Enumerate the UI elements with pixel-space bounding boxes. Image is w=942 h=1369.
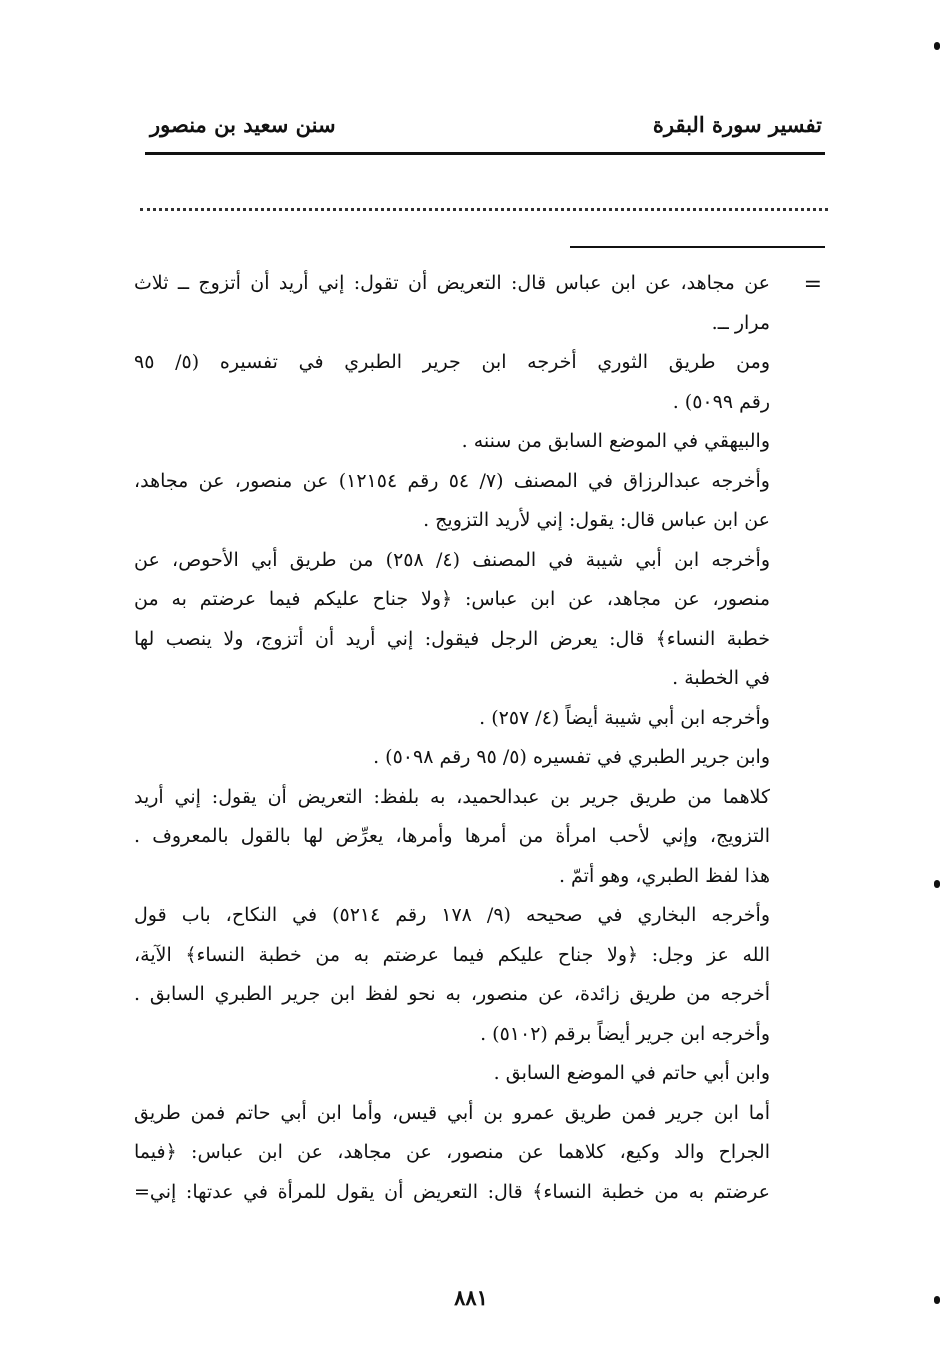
text-line: مرار ــ. [711,311,770,334]
edge-mark [934,880,940,888]
text-line: أما ابن جرير فمن طريق عمرو بن أبي قيس، وأما ابن أبي حاتم فمن طريق [134,1101,770,1124]
page-number: ٨٨١ [454,1285,488,1310]
text-line: وأخرجه ابن أبي شيبة في المصنف (٤/ ٢٥٨) من طريق أبي الأحوص، عن [134,548,770,571]
text-line: الله عز وجل: ﴿ولا جناح عليكم فيما عرضتم به من خطبة النساء﴾ الآية، [134,943,770,966]
text-line: كلاهما من طريق جرير بن عبدالحميد، به بلفظ: التعريض أن يقول: إني أريد [134,785,770,808]
text-line: هذا لفظ الطبري، وهو أتمّ . [558,864,770,887]
text-line: الجراح والد وكيع، كلاهما عن منصور، عن مجاهد، عن ابن عباس: ﴿فيما [134,1141,770,1163]
text-line: عرضتم به من خطبة النساء﴾ قال: التعريض أن يقول للمرأة في عدتها: إني= [134,1180,770,1203]
text-line: خطبة النساء﴾ قال: يعرض الرجل فيقول: إني أريد أن أتزوج، ولا ينصب لها [134,627,770,650]
text-line: في الخطبة . [672,667,770,689]
footnote-text [134,264,770,1212]
dotted-separator [140,208,828,211]
edge-mark [934,1296,940,1304]
text-line: رقم ٥٠٩٩) . [672,390,770,413]
footnote-continuation-mark: = [803,272,822,297]
edge-mark [934,42,940,50]
text-line: وأخرجه البخاري في صحيحه (٩/ ١٧٨ رقم ٥٢١٤) في النكاح، باب قول [134,904,770,926]
text-line: وأخرجه عبدالرزاق في المصنف (٧/ ٥٤ رقم ١٢١٥٤) عن منصور، عن مجاهد، [134,469,770,492]
header-rule [145,152,825,155]
running-header-book: سنن سعيد بن منصور [150,112,336,137]
running-header-chapter: تفسير سورة البقرة [652,112,822,137]
footnote-rule [570,246,825,248]
text-line: وابن جرير الطبري في تفسيره (٥/ ٩٥ رقم ٥٠٩٨) . [373,746,770,768]
text-line: التزويج، وإني لأحب امرأة من أمرها وأمرها، يعرِّض لها بالقول بالمعروف . [134,825,770,847]
text-line: منصور، عن مجاهد، عن ابن عباس: ﴿ولا جناح عليكم فيما عرضتم به من [134,588,770,610]
text-line: وأخرجه ابن جرير أيضاً برقم (٥١٠٢) . [480,1022,770,1045]
text-line: عن ابن عباس قال: يقول: إني لأريد التزويج . [423,509,770,531]
text-line: ومن طريق الثوري أخرجه ابن جرير الطبري في تفسيره (٥/ ٩٥ [134,351,770,373]
text-line: وابن أبي حاتم في الموضع السابق . [493,1062,770,1084]
text-line: وأخرجه ابن أبي شيبة أيضاً (٤/ ٢٥٧) . [479,706,770,729]
text-line: والبيهقي في الموضع السابق من سننه . [461,430,770,452]
text-line: أخرجه من طريق زائدة، عن منصور، به نحو لفظ ابن جرير الطبري السابق . [134,983,770,1005]
text-line: عن مجاهد، عن ابن عباس قال: التعريض أن تقول: إني أريد أن أتزوج ــ ثلاث [134,272,770,294]
